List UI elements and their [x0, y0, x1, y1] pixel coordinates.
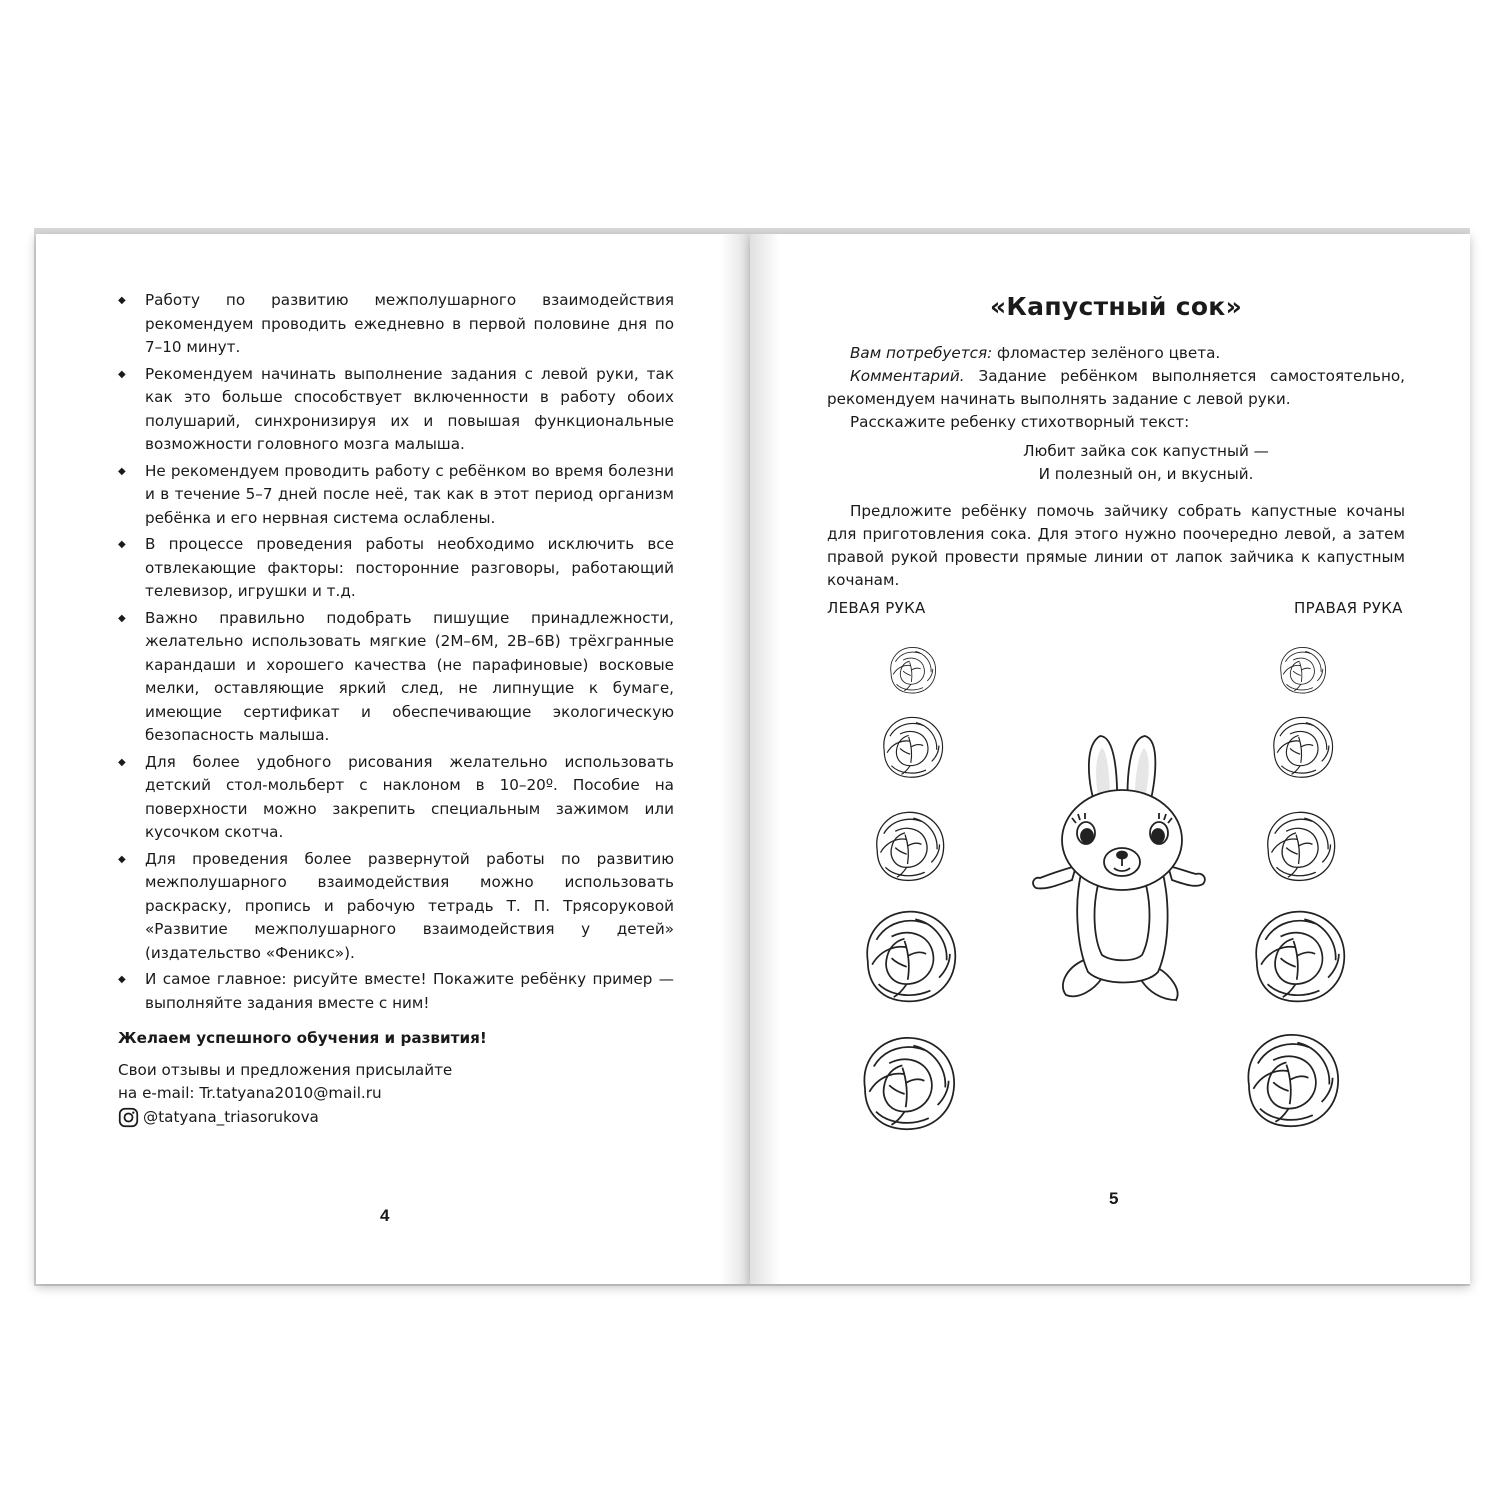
task-paragraph: Предложите ребёнку помочь зайчику собрать капустные кочаны для приготовления сока. Для этого нужно поочередно левой, а затем правой рукой провести прямые линии от лапок зайчика к капустным кочанам.: [827, 502, 1405, 589]
diamond-bullet-icon: ◆: [118, 539, 126, 550]
list-item: ◆ Работу по развитию межполушарного взаимодействия рекомендуем проводить ежедневно в первой половине дня по 7–10 минут.: [118, 291, 674, 356]
page-number-right: 5: [1109, 1189, 1119, 1208]
left-hand-label: ЛЕВАЯ РУКА: [827, 599, 926, 617]
poem-line: И полезный он, и вкусный.: [1038, 465, 1254, 483]
cabbage-icon: [884, 717, 943, 777]
materials-paragraph: Вам потребуется: фломастер зелёного цвета.: [850, 344, 1221, 362]
cabbage-icon: [877, 812, 944, 880]
diamond-bullet-icon: ◆: [118, 853, 126, 865]
tell-paragraph: Расскажите ребенку стихотворный текст:: [850, 413, 1190, 431]
cabbage-icon: [1248, 1035, 1338, 1126]
materials-label: Вам потребуется:: [850, 344, 993, 362]
list-item: ◆ И самое главное: рисуйте вместе! Покажите ребёнку пример — выполняйте задания вместе с ним!: [118, 970, 674, 1012]
diamond-bullet-icon: ◆: [118, 368, 126, 380]
instagram-text: @tatyana_triasorukova: [143, 1107, 319, 1126]
cabbage-icon: [891, 647, 936, 693]
diamond-bullet-icon: ◆: [118, 756, 126, 768]
cabbage-icon: [1281, 647, 1326, 693]
poem-line: Любит зайка сок капустный —: [1023, 442, 1269, 460]
contact-line: Свои отзывы и предложения присылайте: [118, 1060, 453, 1079]
page-title: «Капустный сок»: [989, 292, 1243, 321]
bunny-icon: [1033, 736, 1205, 1000]
list-item: ◆ Не рекомендуем проводить работу с ребёнком во время болезни и в течение 5–7 дней после неё, так как в этот период организм ребёнка и его нервная система ослаблены.: [118, 461, 674, 527]
wish-text: Желаем успешного обучения и развития!: [118, 1029, 487, 1047]
cabbage-icon: [864, 1038, 954, 1129]
cabbage-icon: [1274, 717, 1333, 777]
list-item: ◆ Для проведения более развернутой работы по развитию межполушарного взаимодействия можно использовать раскраску, пропись и рабочую тетрадь Т. П. Трясоруковой «Развитие межполушарного взаимодействия у детей» (издательство «Феникс»).: [118, 849, 674, 962]
diamond-bullet-icon: ◆: [118, 612, 126, 624]
list-item: ◆ Для более удобного рисования желательно использовать детский стол-мольберт с наклоном в 10–20º. Пособие на поверхности можно закрепить специальным зажимом или кусочком скотча.: [118, 752, 674, 841]
comment-label: Комментарий.: [850, 367, 965, 385]
comment-paragraph: Комментарий. Задание ребёнком выполняется самостоятельно, рекомендуем начинать выполнять задание с левой руки.: [827, 367, 1405, 408]
list-item: ◆ Рекомендуем начинать выполнение задания с левой руки, так как это больше способствует включенности в работу обоих полушарий, синхронизируя их и повышая функциональные возможности головного мозга малыша.: [118, 364, 674, 453]
contact-email: на e-mail: Tr.tatyana2010@mail.ru: [118, 1084, 382, 1102]
diamond-bullet-icon: ◆: [118, 465, 126, 477]
list-item: ◆ Важно правильно подобрать пишущие принадлежности, желательно использовать мягкие (2М–6М, 2В–6В) трёхгранные карандаши и хорошего качества (не парафиновые) восковые мелки, оставляющие яркий след, не липнущие к бумаге, имеющие сертификат и обеспечивающие экологическую безопасность малыша.: [118, 608, 674, 744]
list-item: ◆ В процессе проведения работы необходимо исключить все отвлекающие факторы: посторонние разговоры, работающий телевизор, игрушки и т.д.: [118, 535, 674, 600]
page-number-left: 4: [380, 1206, 390, 1225]
right-hand-label: ПРАВАЯ РУКА: [1294, 599, 1403, 617]
cabbage-icon: [867, 912, 955, 1002]
cabbage-icon: [1268, 812, 1335, 880]
diamond-bullet-icon: ◆: [118, 295, 126, 306]
cabbage-icon: [1256, 912, 1344, 1002]
diamond-bullet-icon: ◆: [118, 974, 126, 985]
